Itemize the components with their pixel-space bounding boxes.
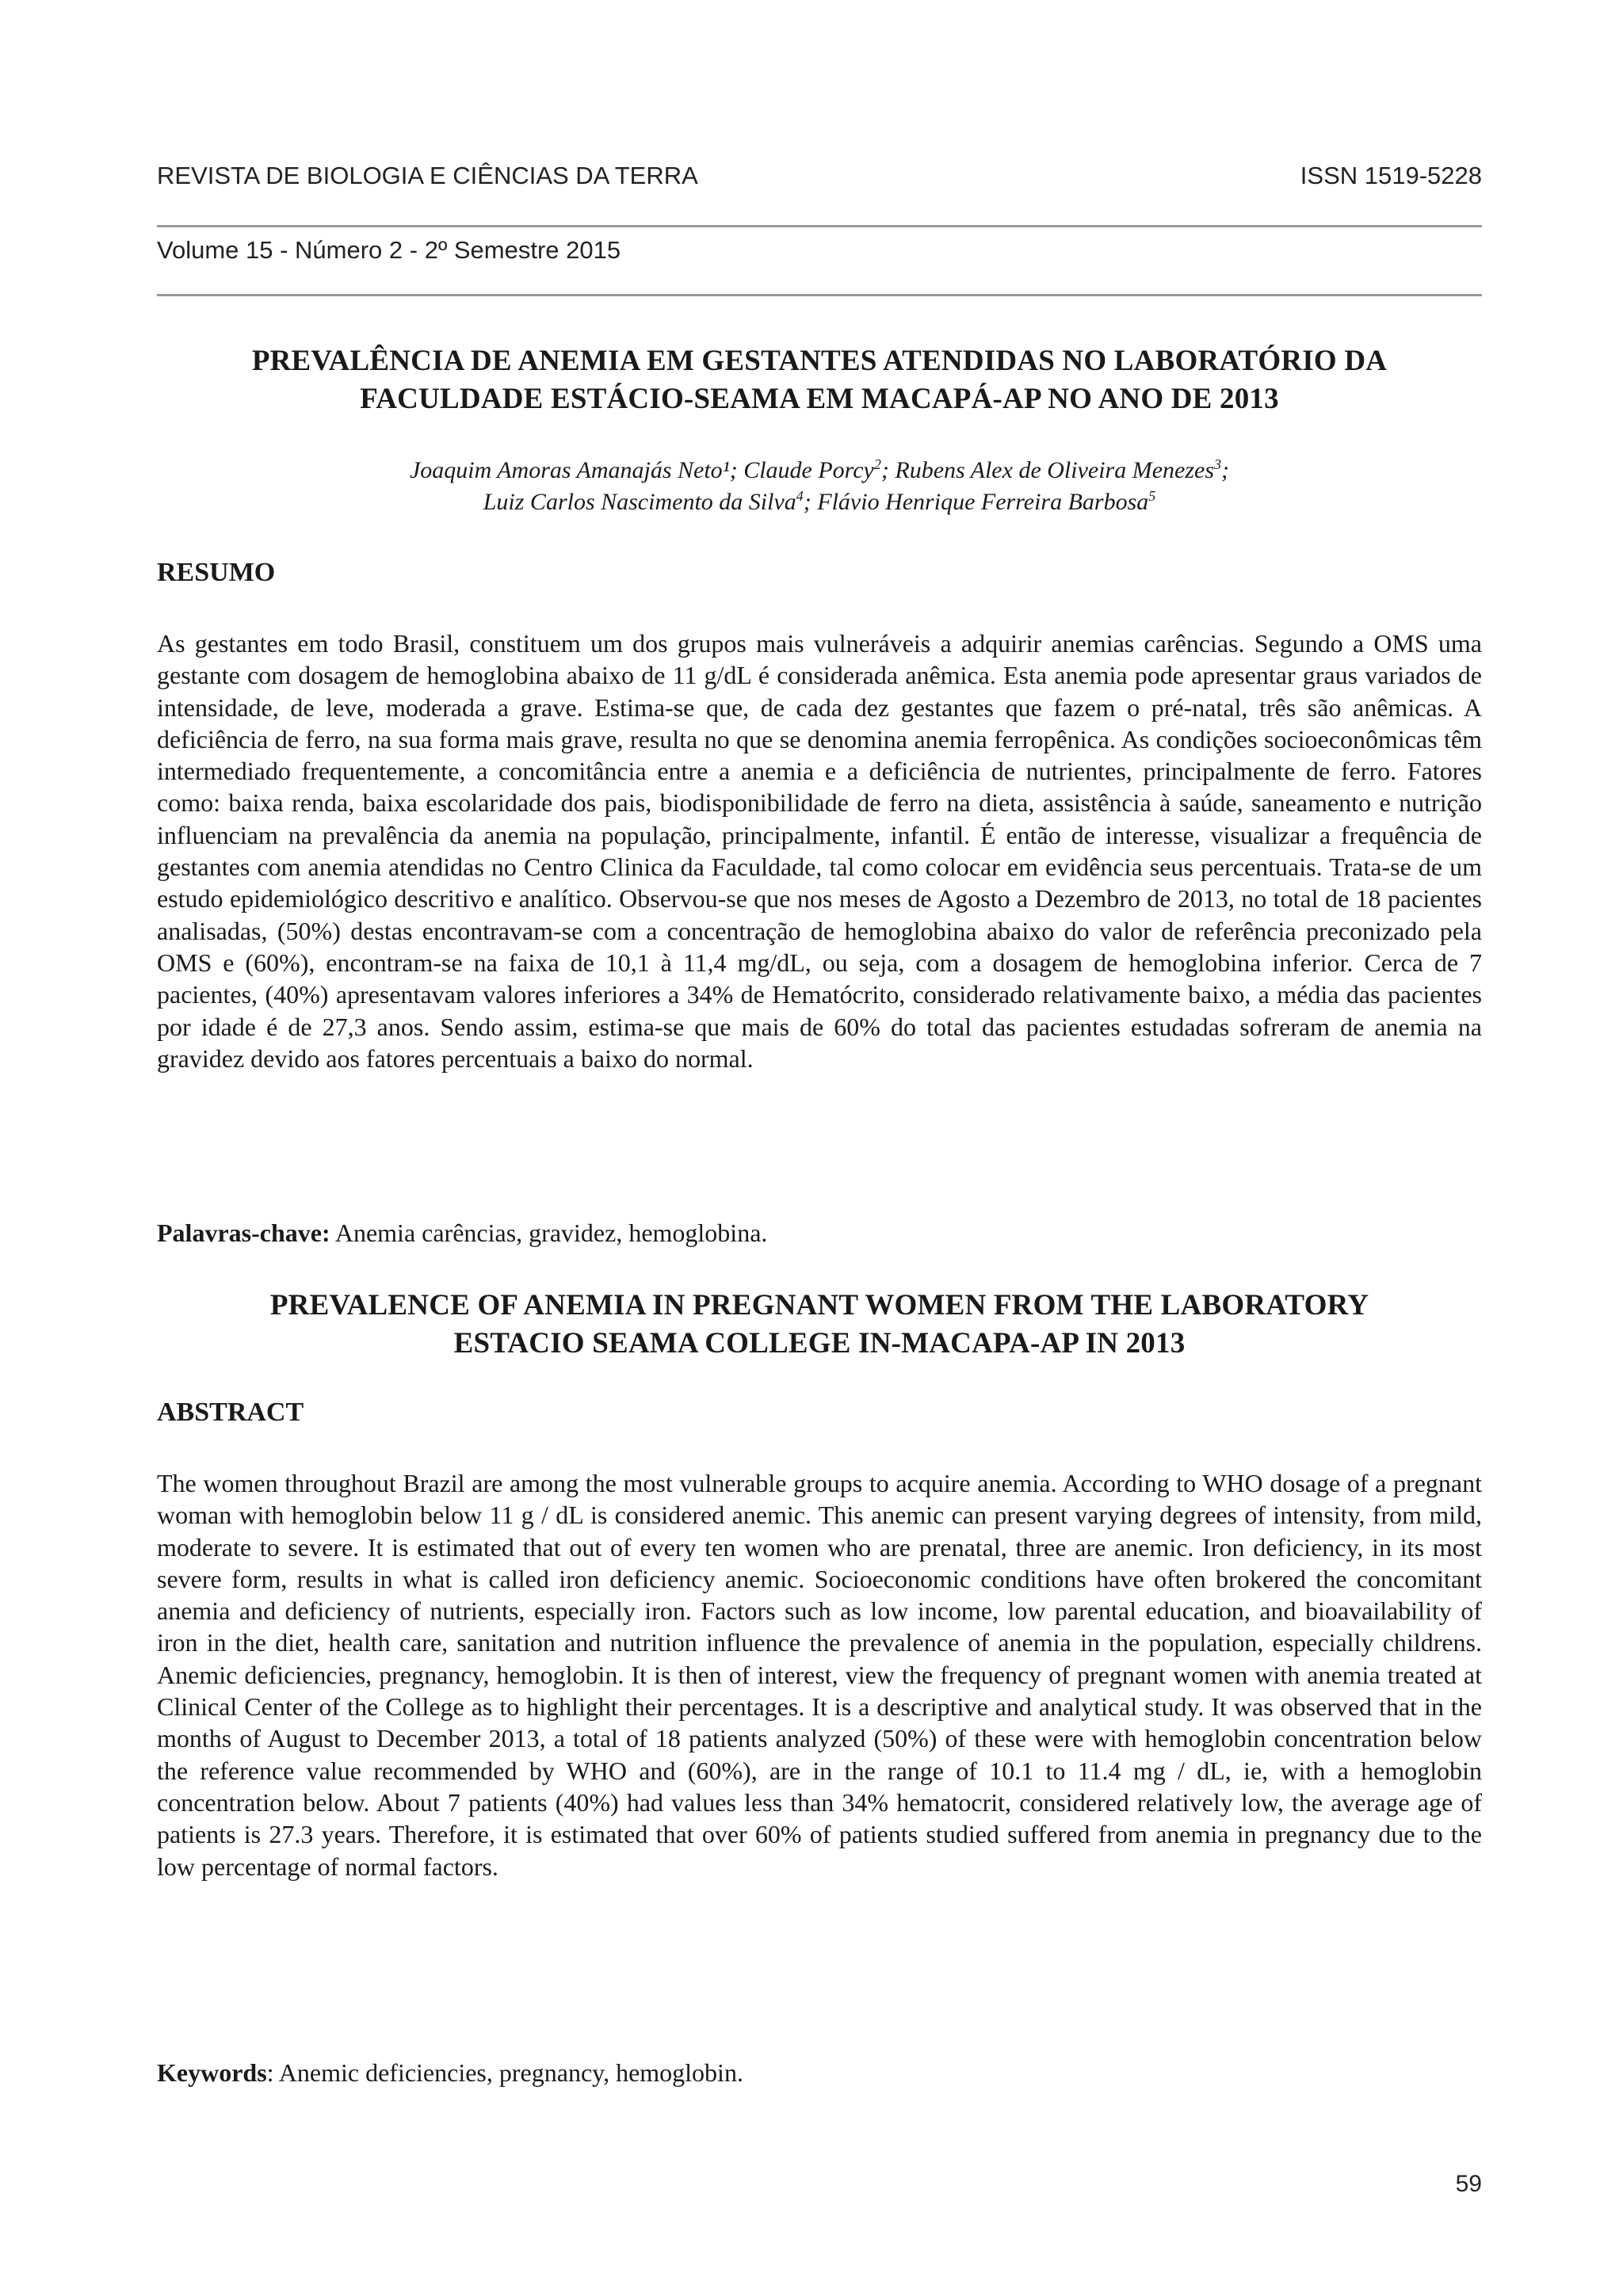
author-name: Claude Porcy: [743, 457, 874, 483]
author-mark: 3: [1214, 456, 1222, 472]
title-en-line-2: ESTACIO SEAMA COLLEGE IN-MACAPA-AP IN 2013: [453, 1327, 1186, 1360]
title-english: [157, 1287, 1482, 1363]
resumo-text: As gestantes em todo Brasil, constituem um dos grupos mais vulneráveis a adquirir anemias carências. Segundo a OMS uma gestante com dosagem de hemoglobina abaixo de 11 g/dL é considerada anêmica. Esta anemia pode apresentar graus variados de intensidade, de leve, moderada a grave. Estima-se que, de cada dez gestantes que fazem o pré-natal, três são anêmicas. A deficiência de ferro, na sua forma mais grave, resulta no que se denomina anemia ferropênica. As condições socioeconômicas têm intermediado frequentemente, a concomitância entre a anemia e a deficiência de nutrientes, principalmente de ferro. Fatores como: baixa renda, baixa escolaridade dos pais, biodisponibilidade de ferro na dieta, assistência à saúde, saneamento e nutrição influenciam na prevalência da anemia na população, principalmente, infantil. É então de interesse, visualizar a frequência de gestantes com anemia atendidas no Centro Clinica da Faculdade, tal como colocar em evidência seus percentuais. Trata-se de um estudo epidemiológico descritivo e analítico. Observou-se que nos meses de Agosto a Dezembro de 2013, no total de 18 pacientes analisadas, (50%) destas encontravam-se com a concentração de hemoglobina abaixo do valor de referência preconizado pela OMS e (60%), encontram-se na faixa de 10,1 à 11,4 mg/dL, ou seja, com a dosagem de hemoglobina inferior. Cerca de 7 pacientes, (40%) apresentavam valores inferiores a 34% de Hematócrito, considerado relativamente baixo, a média das pacientes por idade é de 27,3 anos. Sendo assim, estima-se que mais de 60% do total das pacientes estudadas sofreram de anemia na gravidez devido aos fatores percentuais a baixo do normal.: [157, 629, 1482, 1073]
keywords-portuguese: [157, 1217, 767, 1249]
keywords-english: [157, 2057, 743, 2088]
author-mark: 4: [796, 488, 804, 504]
keywords-pt-label: Palavras-chave:: [157, 1219, 330, 1247]
issn: ISSN 1519-5228: [1300, 162, 1482, 189]
abstract-heading: ABSTRACT: [157, 1398, 304, 1427]
running-header: [157, 162, 1482, 193]
author-name: Luiz Carlos Nascimento da Silva: [483, 489, 796, 515]
header-divider-bottom: [157, 294, 1482, 296]
author-line-1: Joaquim Amoras Amanajás Neto¹; Claude Porcy$^2$; Rubens Alex de Oliveira Menezes$^3$;: [409, 456, 1230, 483]
volume-info: Volume 15 - Número 2 - 2º Semestre 2015: [157, 236, 621, 264]
author-name: Rubens Alex de Oliveira Menezes: [895, 457, 1215, 483]
journal-name: REVISTA DE BIOLOGIA E CIÊNCIAS DA TERRA: [157, 162, 698, 189]
title-pt-line-2: FACULDADE ESTÁCIO-SEAMA EM MACAPÁ-AP NO ANO DE 2013: [360, 383, 1279, 415]
keywords-en-label: Keywords: [157, 2058, 267, 2087]
page: [157, 0, 1482, 2296]
author-name: Flávio Henrique Ferreira Barbosa: [817, 489, 1149, 515]
keywords-pt-value: Anemia carências, gravidez, hemoglobina.: [330, 1219, 768, 1247]
title-pt-line-1: PREVALÊNCIA DE ANEMIA EM GESTANTES ATENDIDAS NO LABORATÓRIO DA: [251, 345, 1388, 377]
author-line-2: Luiz Carlos Nascimento da Silva$^4$; Flávio Henrique Ferreira Barbosa$^5$: [483, 488, 1156, 515]
header-divider-top: [157, 225, 1482, 227]
title-en-line-1: PREVALENCE OF ANEMIA IN PREGNANT WOMEN FROM THE LABORATORY: [269, 1289, 1369, 1322]
author-list: [157, 455, 1482, 518]
resumo-heading: RESUMO: [157, 558, 276, 587]
author-mark: 2: [873, 456, 881, 472]
page-number: 59: [1455, 2171, 1482, 2197]
abstract-text: The women throughout Brazil are among the most vulnerable groups to acquire anemia. According to WHO dosage of a pregnant woman with hemoglobin below 11 g / dL is considered anemic. This anemic can present varying degrees of intensity, from mild, moderate to severe. It is estimated that out of every ten women who are prenatal, three are anemic. Iron deficiency, in its most severe form, results in what is called iron deficiency anemic. Socioeconomic conditions have often brokered the concomitant anemia and deficiency of nutrients, especially iron. Factors such as low income, low parental education, and bioavailability of iron in the diet, health care, sanitation and nutrition influence the prevalence of anemia in the population, especially childrens. Anemic deficiencies, pregnancy, hemoglobin. It is then of interest, view the frequency of pregnant women with anemia treated at Clinical Center of the College as to highlight their percentages. It is a descriptive and analytical study. It was observed that in the months of August to December 2013, a total of 18 patients analyzed (50%) of these were with hemoglobin concentration below the reference value recommended by WHO and (60%), are in the range of 10.1 to 11.4 mg / dL, ie, with a hemoglobin concentration below. About 7 patients (40%) had values less than 34% hematocrit, considered relatively low, the average age of patients is 27.3 years. Therefore, it is estimated that over 60% of patients studied suffered from anemia in pregnancy due to the low percentage of normal factors.: [157, 1469, 1482, 1881]
title-portuguese: [157, 342, 1482, 418]
author-mark: 5: [1148, 488, 1156, 504]
author-name: Joaquim Amoras Amanajás Neto: [409, 457, 723, 483]
author-mark: ¹: [722, 457, 730, 483]
keywords-en-value: : Anemic deficiencies, pregnancy, hemoglobin.: [266, 2058, 743, 2087]
